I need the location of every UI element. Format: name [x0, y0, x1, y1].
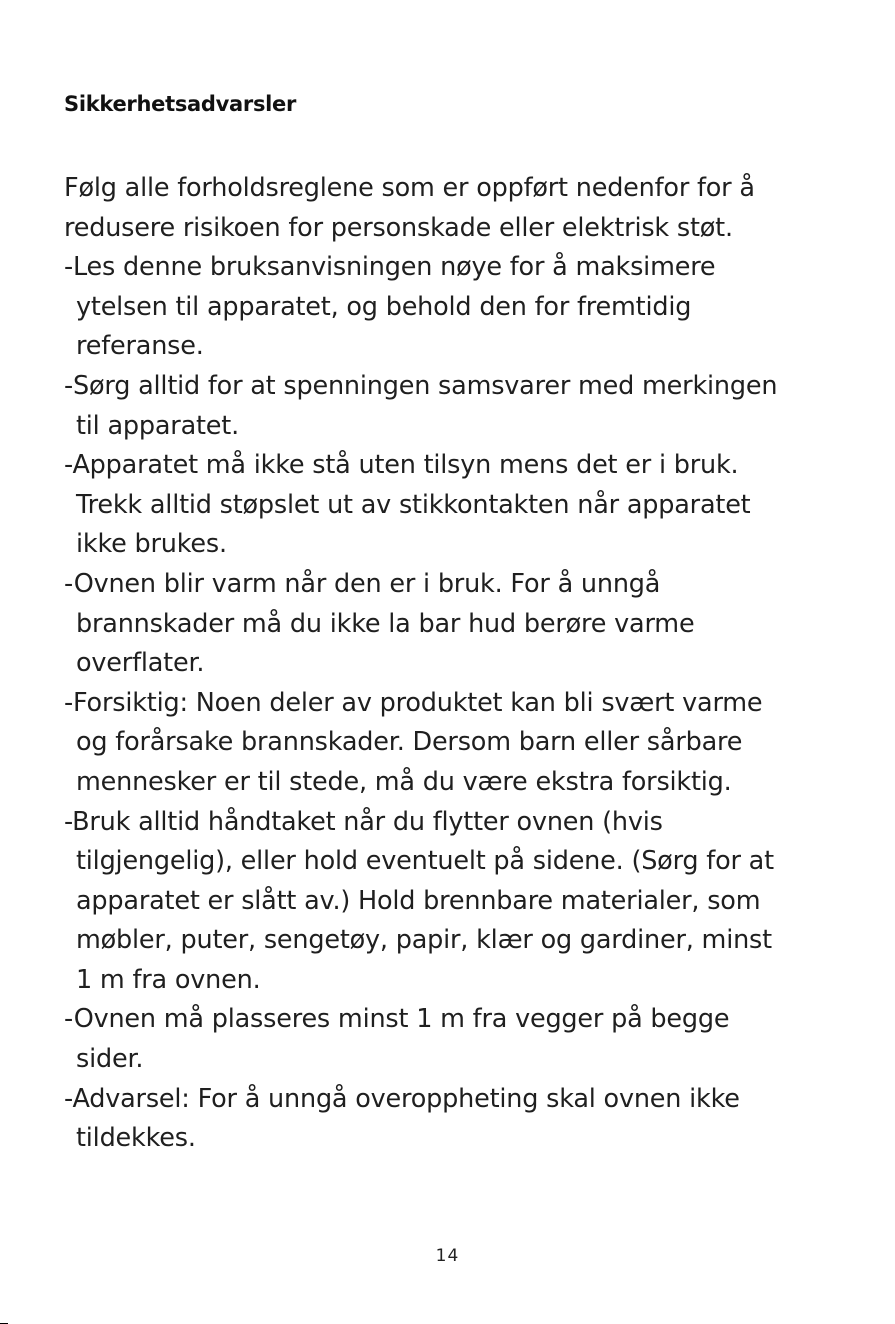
warning-item-line: sider.: [76, 1044, 144, 1075]
warning-item-line: Trekk alltid støpslet ut av stikkontakten når apparatet: [76, 489, 751, 520]
warning-item-line: -Les denne bruksanvisningen nøye for å maksimere: [64, 252, 716, 283]
warning-item-line: tilgjengelig), eller hold eventuelt på sidene. (Sørg for at: [76, 846, 774, 877]
warning-item-line: møbler, puter, sengetøy, papir, klær og gardiner, minst: [76, 925, 772, 956]
safety-warnings-body: [64, 169, 854, 1159]
warning-item-line: -Apparatet må ikke stå uten tilsyn mens det er i bruk.: [64, 450, 739, 481]
warning-item-line: referanse.: [76, 331, 204, 362]
warning-item-line: -Bruk alltid håndtaket når du flytter ovnen (hvis: [64, 806, 663, 837]
warning-item-line: -Advarsel: For å unngå overoppheting skal ovnen ikke: [64, 1083, 740, 1114]
warning-item-line: tildekkes.: [76, 1123, 196, 1154]
page-number: 14: [435, 1246, 460, 1266]
warning-item-line: ytelsen til apparatet, og behold den for fremtidig: [76, 291, 692, 322]
warning-item-line: -Ovnen må plasseres minst 1 m fra vegger på begge: [64, 1004, 730, 1035]
warning-item-line: -Forsiktig: Noen deler av produktet kan bli svært varme: [64, 687, 763, 718]
warning-item-line: til apparatet.: [76, 410, 239, 441]
section-heading: Sikkerhetsadvarsler: [64, 92, 297, 116]
warning-item-line: mennesker er til stede, må du være ekstra forsiktig.: [76, 766, 732, 797]
warning-item-line: -Sørg alltid for at spenningen samsvarer med merkingen: [64, 370, 778, 401]
warning-item-line: ikke brukes.: [76, 529, 227, 560]
warning-item-line: apparatet er slått av.) Hold brennbare materialer, som: [76, 885, 761, 916]
warning-item-line: -Ovnen blir varm når den er i bruk. For å unngå: [64, 568, 661, 599]
warning-item-line: brannskader må du ikke la bar hud berøre varme: [76, 608, 695, 639]
warning-item-line: og forårsake brannskader. Dersom barn eller sårbare: [76, 727, 743, 758]
intro-line: Følg alle forholdsreglene som er oppført nedenfor for å: [64, 173, 755, 203]
warning-item-line: overflater.: [76, 648, 205, 679]
warning-item-line: 1 m fra ovnen.: [76, 964, 261, 995]
intro-line: redusere risikoen for personskade eller elektrisk støt.: [64, 212, 733, 243]
